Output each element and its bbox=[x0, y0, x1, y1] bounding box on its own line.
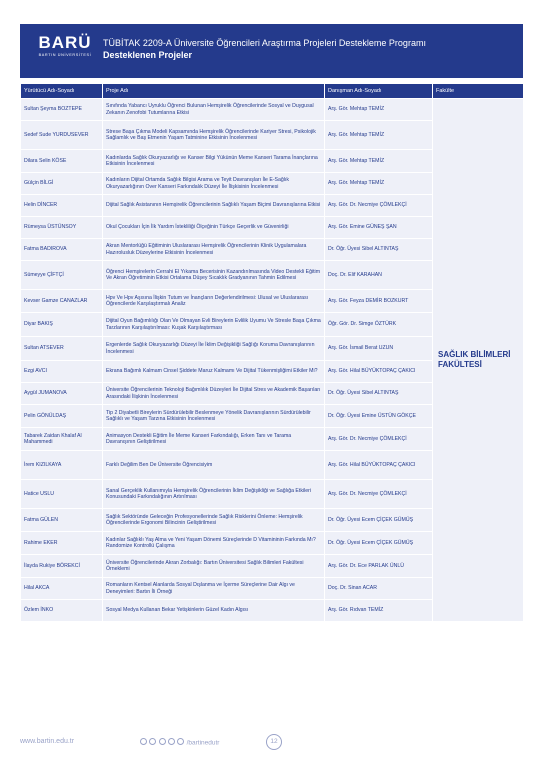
advisor-name-cell: Dr. Öğr. Üyesi Emine ÜSTÜN GÖKÇE bbox=[325, 405, 433, 428]
student-name-cell: Ezgi AVCI bbox=[21, 361, 103, 383]
student-name-cell: Rümeysa ÜSTÜNSOY bbox=[21, 217, 103, 239]
student-name-cell: Fatma GÜLEN bbox=[21, 509, 103, 532]
logo-text: BARÜ bbox=[38, 33, 92, 52]
advisor-name-cell: Dr. Öğr. Üyesi Ecem ÇİÇEK GÜMÜŞ bbox=[325, 532, 433, 555]
project-title-cell: Sınıfında Yabancı Uyruklu Öğrenci Bulunan Hemşirelik Öğrencilerinde Sosyal ve Duygusal Zekanın Zenofobi Tutumlarına Etkisi bbox=[103, 99, 325, 121]
advisor-name-cell: Arş. Gör. Hilal BÜYÜKTOPAÇ ÇAKICI bbox=[325, 361, 433, 383]
project-title-cell: Tip 2 Diyabetli Bireylerin Sürdürülebilir Beslenmeye Yönelik Davranışlarının Sürdürülebilir Sağlıklı ve Yaşam Tarzına Etkisinin İncelenmesi bbox=[103, 405, 325, 428]
project-title-cell: Ekrana Bağımlı Kalmam Cinsel Şiddete Maruz Kalmamı Ve Dijital Tükenmişliğimi Etkiler Mi? bbox=[103, 361, 325, 383]
column-header-faculty: Fakülte bbox=[433, 84, 524, 99]
faculty-cell: SAĞLIK BİLİMLERİ FAKÜLTESİ bbox=[433, 99, 524, 622]
student-name-cell: Özlem İNKO bbox=[21, 600, 103, 622]
student-name-cell: Fatma BADIROVA bbox=[21, 239, 103, 261]
advisor-name-cell: Doç. Dr. Sinan ACAR bbox=[325, 578, 433, 600]
student-name-cell: Sümeyye ÇİFTÇİ bbox=[21, 261, 103, 290]
student-name-cell: Rahime EKER bbox=[21, 532, 103, 555]
advisor-name-cell: Arş. Gör. Feyza DEMİR BOZKURT bbox=[325, 290, 433, 313]
advisor-name-cell: Arş. Gör. Dr. Ece PARLAK ÜNLÜ bbox=[325, 555, 433, 578]
project-title-cell: Üniversite Öğrencilerinin Teknoloji Bağımlılık Düzeyleri İle Dijital Stres ve Akademik Başarıları Arasındaki İlişkinin İncelenmesi bbox=[103, 383, 325, 405]
project-title-cell: Romanların Kentsel Alanlarda Sosyal Dışlanma ve İçerme Süreçlerine Dair Algı ve Deneyimleri: Bartın İli Örneği bbox=[103, 578, 325, 600]
advisor-name-cell: Arş. Gör. İsmail Berat UZUN bbox=[325, 337, 433, 361]
advisor-name-cell: Arş. Gör. Mehtap TEMİZ bbox=[325, 150, 433, 173]
advisor-name-cell: Arş. Gör. Mehtap TEMİZ bbox=[325, 173, 433, 195]
advisor-name-cell: Arş. Gör. Hilal BÜYÜKTOPAÇ ÇAKICI bbox=[325, 451, 433, 480]
project-title-cell: Sosyal Medya Kullanan Bekar Yetişkinlerin Güzel Kadın Algısı bbox=[103, 600, 325, 622]
twitter-icon[interactable] bbox=[149, 738, 156, 745]
advisor-name-cell: Dr. Öğr. Üyesi Sibel ALTINTAŞ bbox=[325, 383, 433, 405]
column-header-project: Proje Adı bbox=[103, 84, 325, 99]
student-name-cell: Pelin GÖNÜLDAŞ bbox=[21, 405, 103, 428]
student-name-cell: Helin DİNCER bbox=[21, 195, 103, 217]
social-handle: /bartinedutr bbox=[186, 739, 220, 747]
project-title-cell: Kadınlar Sağlıklı Yaş Alma ve Yeni Yaşam Dönemi Süreçlerinde D Vitamininin Farkında Mı? Randomize Kontrollü Çalışma bbox=[103, 532, 325, 555]
website-link[interactable]: www.bartin.edu.tr bbox=[20, 738, 75, 745]
project-title-cell: Akran Mentorlüğü Eğitiminin Uluslararası Hemşirelik Öğrencilerinin Klinik Uygulamalara Hazırolusluk Düzeylerine Etkisinin İncelenmesi bbox=[103, 239, 325, 261]
page-subtitle: Desteklenen Projeler bbox=[103, 50, 193, 60]
project-title-cell: Kadınlarda Sağlık Okuryazarlığı ve Kanser Bilgi Yükünün Meme Kanseri Tarama İnançlarına Etkisinin İncelenmesi bbox=[103, 150, 325, 173]
linkedin-icon[interactable] bbox=[177, 738, 184, 745]
project-title-cell: Animasyon Destekli Eğitim İle Meme Kanseri Farkındalığı, Erken Tanı ve Tarama Davranışının Geliştirilmesi bbox=[103, 428, 325, 451]
project-title-cell: Hpv Ve Hpv Aşısına İlişkin Tutum ve İnançların Değerlendirilmesi: Ulusal ve Uluslararası Öğrencilerde Karşılaştırmalı Analiz bbox=[103, 290, 325, 313]
student-name-cell: Kevser Gamze CANAZLAR bbox=[21, 290, 103, 313]
table-header-row bbox=[21, 84, 524, 99]
advisor-name-cell: Arş. Gör. Dr. Necmiye ÇÖMLEKÇİ bbox=[325, 480, 433, 509]
project-title-cell: Sanal Gerçeklik Kullanımıyla Hemşirelik Öğrencilerinin İklim Değişikliği ve Sağlığa Etkileri Konusundaki Farkındalığının Artırılması bbox=[103, 480, 325, 509]
project-title-cell: Dijital Oyun Bağımlılığı Olan Ve Olmayan Evli Bireylerin Evlilik Uyumu Ve Stresle Başa Çıkma Tarzlarının Karşılaştırılması: Kuşak Karşılaştırması bbox=[103, 313, 325, 337]
column-header-student: Yürütücü Adı-Soyadı bbox=[21, 84, 103, 99]
youtube-icon[interactable] bbox=[168, 738, 175, 745]
student-name-cell: Sultan Şeyma BOZTEPE bbox=[21, 99, 103, 121]
table-body bbox=[21, 99, 524, 622]
table-row bbox=[21, 99, 524, 121]
social-links[interactable] bbox=[140, 738, 219, 747]
advisor-name-cell: Arş. Gör. Dr. Necmiye ÇÖMLEKÇİ bbox=[325, 428, 433, 451]
advisor-name-cell: Arş. Gör. Mehtap TEMİZ bbox=[325, 121, 433, 150]
advisor-name-cell: Dr. Öğr. Üyesi Ecem ÇİÇEK GÜMÜŞ bbox=[325, 509, 433, 532]
student-name-cell: Gülçin BİLGİ bbox=[21, 173, 103, 195]
student-name-cell: Aygül JUMANOVA bbox=[21, 383, 103, 405]
logo-subtext: BARTIN ÜNİVERSİTESİ bbox=[38, 53, 92, 57]
projects-table bbox=[20, 83, 524, 622]
page-header bbox=[20, 24, 523, 78]
instagram-icon[interactable] bbox=[159, 738, 166, 745]
project-title-cell: Okul Çocukları İçin İlk Yardım İstekliliği Ölçeğinin Türkçe Geçerlik ve Güvenirliği bbox=[103, 217, 325, 239]
page-title: TÜBİTAK 2209-A Üniversite Öğrencileri Araştırma Projeleri Destekleme Programı bbox=[103, 38, 426, 48]
project-title-cell: Kadınların Dijital Ortamda Sağlık Bilgisi Arama ve Teyit Davranışları İle E-Sağlık Okuryazarlığının Over Kanseri Farkındalık Düzeyi İle İlişkisinin İncelenmesi bbox=[103, 173, 325, 195]
project-title-cell: Ergenlerde Sağlık Okuryazarlığı Düzeyi İle İklim Değişikliği Sağlığı Koruma Davranışlarının İncelenmesi bbox=[103, 337, 325, 361]
advisor-name-cell: Arş. Gör. Dr. Necmiye ÇÖMLEKÇİ bbox=[325, 195, 433, 217]
student-name-cell: İlayda Rukiye BÖREKCİ bbox=[21, 555, 103, 578]
student-name-cell: İrem KIZILKAYA bbox=[21, 451, 103, 480]
student-name-cell: Dilara Selin KÖSE bbox=[21, 150, 103, 173]
project-title-cell: Farklı Değilim Ben De Üniversite Öğrencisiyim bbox=[103, 451, 325, 480]
student-name-cell: Tabarek Zaidan Khalaf Al Mahammedi bbox=[21, 428, 103, 451]
student-name-cell: Sedef Sude YURDUSEVER bbox=[21, 121, 103, 150]
advisor-name-cell: Arş. Gör. Emine GÜNEŞ ŞAN bbox=[325, 217, 433, 239]
advisor-name-cell: Arş. Gör. Rıdvan TEMİZ bbox=[325, 600, 433, 622]
header-text bbox=[103, 37, 426, 61]
student-name-cell: Hatice USLU bbox=[21, 480, 103, 509]
student-name-cell: Hilal AKCA bbox=[21, 578, 103, 600]
project-title-cell: Üniversite Öğrencilerinde Akran Zorbalığı: Bartın Üniversitesi Sağlık Bilimleri Fakültesi Örneklemi bbox=[103, 555, 325, 578]
page-number: 12 bbox=[266, 734, 282, 750]
page-footer bbox=[20, 734, 523, 754]
university-logo bbox=[34, 34, 96, 57]
advisor-name-cell: Doç. Dr. Elif KARAHAN bbox=[325, 261, 433, 290]
project-title-cell: Dijital Sağlık Asistanının Hemşirelik Öğrencilerinin Sağlıklı Yaşam Biçimi Davranışlarına Etkisi bbox=[103, 195, 325, 217]
advisor-name-cell: Arş. Gör. Mehtap TEMİZ bbox=[325, 99, 433, 121]
project-title-cell: Strese Başa Çıkma Modeli Kapsamında Hemşirelik Öğrencilerinde Kariyer Stresi, Psikolojik Sağlamlık ve Baş Etmenin Yaşam Tatminine Etkisinin İncelenmesi bbox=[103, 121, 325, 150]
column-header-advisor: Danışman Adı-Soyadı bbox=[325, 84, 433, 99]
student-name-cell: Diyar BAKIŞ bbox=[21, 313, 103, 337]
advisor-name-cell: Öğr. Gör. Dr. Simge ÖZTÜRK bbox=[325, 313, 433, 337]
advisor-name-cell: Dr. Öğr. Üyesi Sibel ALTINTAŞ bbox=[325, 239, 433, 261]
project-title-cell: Sağlık Sektöründe Geleceğin Profesyonellerinde Sağlık Risklerini Önleme: Hemşirelik Öğrencilerinde Ergonomi Bilincinin Geliştirilmesi bbox=[103, 509, 325, 532]
student-name-cell: Sultan ATSEVER bbox=[21, 337, 103, 361]
project-title-cell: Öğrenci Hemşirelerin Cerrahi El Yıkama Becerisinin Kazandırılmasında Video Destekli Eğitim Ve Akran Öğretiminin Etkisi Ortalama Düşey Sıcaklık Gradyanının Tahmin Edilmesi bbox=[103, 261, 325, 290]
facebook-icon[interactable] bbox=[140, 738, 147, 745]
